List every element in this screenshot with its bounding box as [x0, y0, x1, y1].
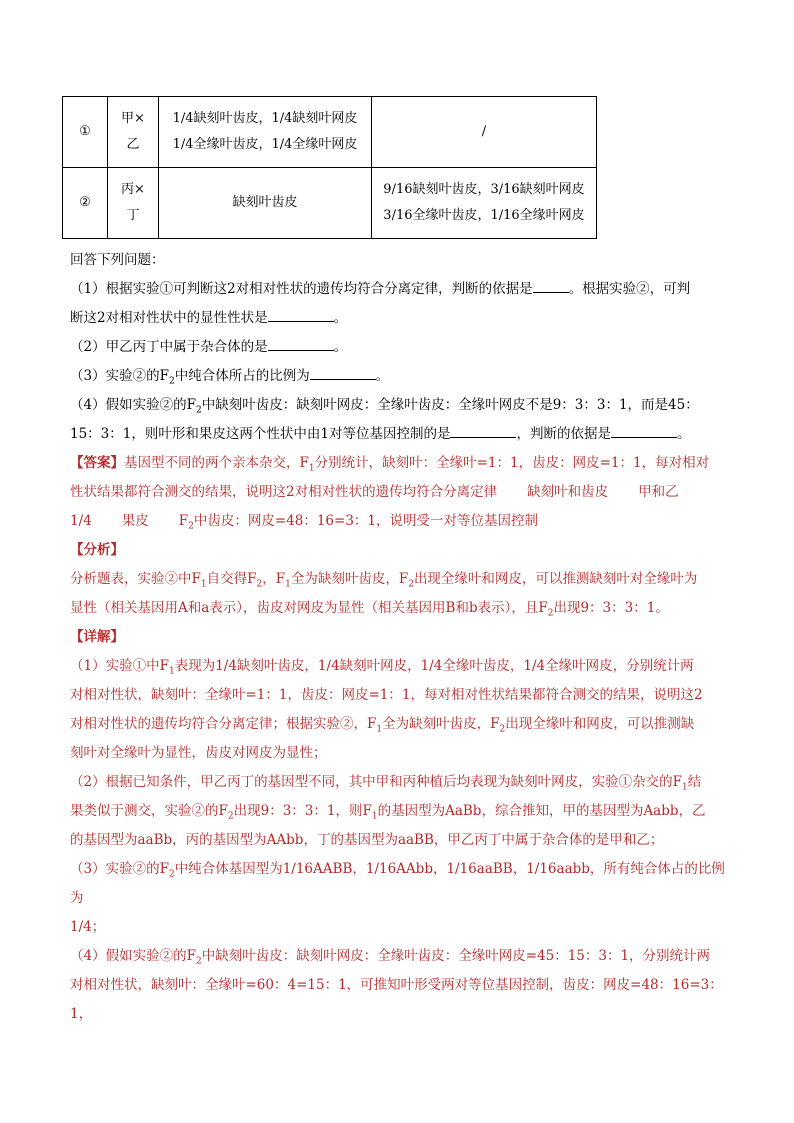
text: 果类似于测交，实验②的F — [70, 803, 228, 819]
question-2 — [70, 333, 726, 362]
f2-line: / — [481, 124, 487, 139]
question-1-cont — [70, 304, 726, 333]
text: （2）甲乙丙丁中属于杂合体的是 — [70, 339, 268, 355]
text: 的基因型为AaBb，综合推知，甲的基因型为Aabb，乙 — [377, 803, 706, 819]
detail-tag: 【详解】 — [70, 629, 124, 645]
cross-combination: 丙×丁 — [108, 168, 159, 239]
subscript: 2 — [168, 869, 175, 880]
subscript: 2 — [188, 521, 194, 532]
answer-item: 缺刻叶和齿皮 — [527, 484, 609, 500]
text: （4）假如实验②的F — [70, 397, 196, 413]
experiment-table — [62, 96, 597, 239]
text: ，判断的依据是 — [516, 426, 611, 442]
f1-phenotype — [159, 168, 372, 239]
question-3 — [70, 362, 726, 391]
question-content — [70, 246, 726, 1029]
analysis-tag: 【分析】 — [70, 542, 124, 558]
text: 结 — [687, 774, 702, 790]
text: 中纯合体基因型为1/16AABB，1/16AAbb，1/16aaBB，1/16aabb，所有纯合体占的比例为 — [70, 861, 725, 906]
subscript: 1 — [371, 811, 378, 822]
detail-p1-l3 — [70, 710, 726, 739]
text: 基因型不同的两个亲本杂交，F — [124, 455, 309, 471]
subscript: 2 — [195, 956, 202, 967]
cross-combination: 甲×乙 — [108, 97, 159, 168]
text: （4）假如实验②的F — [70, 948, 196, 964]
detail-p2-l2 — [70, 797, 726, 826]
subscript: 1 — [308, 463, 315, 474]
detail-p2-l3: 的基因型为aaBb，丙的基因型为AAbb，丁的基因型为aaBB，甲乙丙丁中属于杂合体的是甲和乙； — [70, 832, 664, 848]
subscript: 1 — [285, 579, 291, 590]
text: 出现全缘叶和网皮，可以推测缺刻叶对全缘叶为 — [413, 571, 698, 587]
answer-blank[interactable] — [268, 305, 334, 322]
text: 中缺刻叶齿皮：缺刻叶网皮：全缘叶齿皮：全缘叶网皮不是9：3：3：1，而是45： — [201, 397, 699, 413]
text: 出现9：3：3：1，则F — [233, 803, 372, 819]
text: 出现9：3：3：1。 — [553, 600, 669, 616]
detail-p2-l1 — [70, 768, 726, 797]
text: 。 — [333, 310, 348, 326]
text: 15：3：1，则叶形和果皮这两个性状中由1对等位基因控制的是 — [70, 426, 451, 442]
answer-item: 果皮 — [121, 513, 149, 529]
answer-blank[interactable] — [450, 421, 516, 438]
answer-tag: 【答案】 — [70, 455, 124, 471]
subscript: 2 — [256, 579, 263, 590]
text: 分别统计，缺刻叶：全缘叶=1：1，齿皮：网皮=1：1，每对相对 — [314, 455, 710, 471]
analysis-line-2 — [70, 594, 726, 623]
answer-line-2 — [70, 478, 726, 507]
subscript: 1 — [200, 579, 207, 590]
f1-line: 缺刻叶齿皮 — [232, 195, 298, 210]
text: （1）根据实验①可判断这2对相对性状的遗传均符合分离定律，判断的依据是 — [70, 281, 533, 297]
detail-tag-line — [70, 623, 726, 652]
text: 表现为1/4缺刻叶齿皮，1/4缺刻叶网皮，1/4全缘叶齿皮，1/4全缘叶网皮，分别统计两 — [174, 658, 694, 674]
text: 中纯合体所占的比例为 — [174, 368, 310, 384]
text: 对相对性状的遗传均符合分离定律；根据实验②，F — [70, 716, 377, 732]
subscript: 2 — [408, 579, 414, 590]
f1-line: 1/4全缘叶齿皮，1/4全缘叶网皮 — [172, 137, 358, 152]
answer-item: 甲和乙 — [638, 484, 679, 500]
subscript: 1 — [376, 724, 383, 735]
question-intro: 回答下列问题： — [70, 252, 165, 268]
text: F — [178, 513, 189, 529]
text: 显性（相关基因用A和a表示），齿皮对网皮为显性（相关基因用B和b表示），且F — [70, 600, 548, 616]
text: （1）实验①中F — [70, 658, 169, 674]
f1-line: 1/4缺刻叶齿皮，1/4缺刻叶网皮 — [172, 111, 358, 126]
text: （3）实验②的F — [70, 861, 169, 877]
answer-line-3 — [70, 507, 726, 536]
subscript: 2 — [227, 811, 234, 822]
answer-blank[interactable] — [611, 421, 677, 438]
experiment-number: ① — [63, 97, 108, 168]
answer-item: 1/4 — [70, 513, 92, 529]
text: （3）实验②的F — [70, 368, 169, 384]
text: 全为缺刻叶齿皮，F — [290, 571, 409, 587]
text: 。 — [333, 339, 348, 355]
f2-phenotype — [372, 168, 597, 239]
table-row — [63, 168, 597, 239]
f2-phenotype — [372, 97, 597, 168]
f1-phenotype — [159, 97, 372, 168]
subscript: 1 — [681, 782, 688, 793]
answer-blank[interactable] — [268, 334, 334, 351]
experiment-number: ② — [63, 168, 108, 239]
analysis-line-1 — [70, 565, 726, 594]
text: 。 — [676, 426, 691, 442]
subscript: 1 — [168, 666, 175, 677]
detail-p1-l1 — [70, 652, 726, 681]
question-4 — [70, 391, 726, 420]
subscript: 2 — [195, 405, 202, 416]
analysis-tag-line — [70, 536, 726, 565]
detail-p4-l1 — [70, 942, 726, 971]
text: （2）根据已知条件，甲乙丙丁的基因型不同，其中甲和丙种植后均表现为缺刻叶网皮，实验①杂交的F — [70, 774, 682, 790]
text: 全为缺刻叶齿皮，F — [382, 716, 500, 732]
detail-p1-l4: 刻叶对全缘叶为显性，齿皮对网皮为显性； — [70, 745, 327, 761]
text: 中齿皮：网皮=48：16=3：1，说明受一对等位基因控制 — [193, 513, 539, 529]
text: 性状结果都符合测交的结果，说明这2对相对性状的遗传均符合分离定律 — [70, 484, 498, 500]
answer-blank[interactable] — [310, 363, 376, 380]
text: 出现全缘叶和网皮，可以推测缺 — [505, 716, 695, 732]
detail-p3-l1 — [70, 855, 726, 913]
text: ，F — [262, 571, 286, 587]
answer-blank[interactable] — [533, 276, 569, 293]
detail-p4-l2: 对相对性状，缺刻叶：全缘叶=60：4=15：1，可推知叶形受两对等位基因控制，齿皮：网皮=48：16=3：1， — [70, 977, 723, 1022]
f2-line: 9/16缺刻叶齿皮，3/16缺刻叶网皮 — [383, 182, 585, 197]
text: 。 — [375, 368, 390, 384]
question-1 — [70, 275, 726, 304]
subscript: 2 — [547, 608, 554, 619]
f2-line: 3/16全缘叶齿皮，1/16全缘叶网皮 — [383, 208, 585, 223]
subscript: 2 — [168, 376, 175, 387]
answer-section — [70, 449, 726, 478]
detail-p1-l2: 对相对性状，缺刻叶：全缘叶=1：1，齿皮：网皮=1：1，每对相对性状结果都符合测交的结果，说明这2 — [70, 687, 703, 703]
text: 分析题表，实验②中F — [70, 571, 201, 587]
text: 。根据实验②，可判 — [568, 281, 691, 297]
subscript: 2 — [499, 724, 506, 735]
detail-p3-l2: 1/4； — [70, 919, 106, 935]
question-4-cont — [70, 420, 726, 449]
text: 中缺刻叶齿皮：缺刻叶网皮：全缘叶齿皮：全缘叶网皮=45：15：3：1，分别统计两 — [201, 948, 711, 964]
text: 自交得F — [206, 571, 257, 587]
table-row — [63, 97, 597, 168]
text: 断这2对相对性状中的显性性状是 — [70, 310, 268, 326]
